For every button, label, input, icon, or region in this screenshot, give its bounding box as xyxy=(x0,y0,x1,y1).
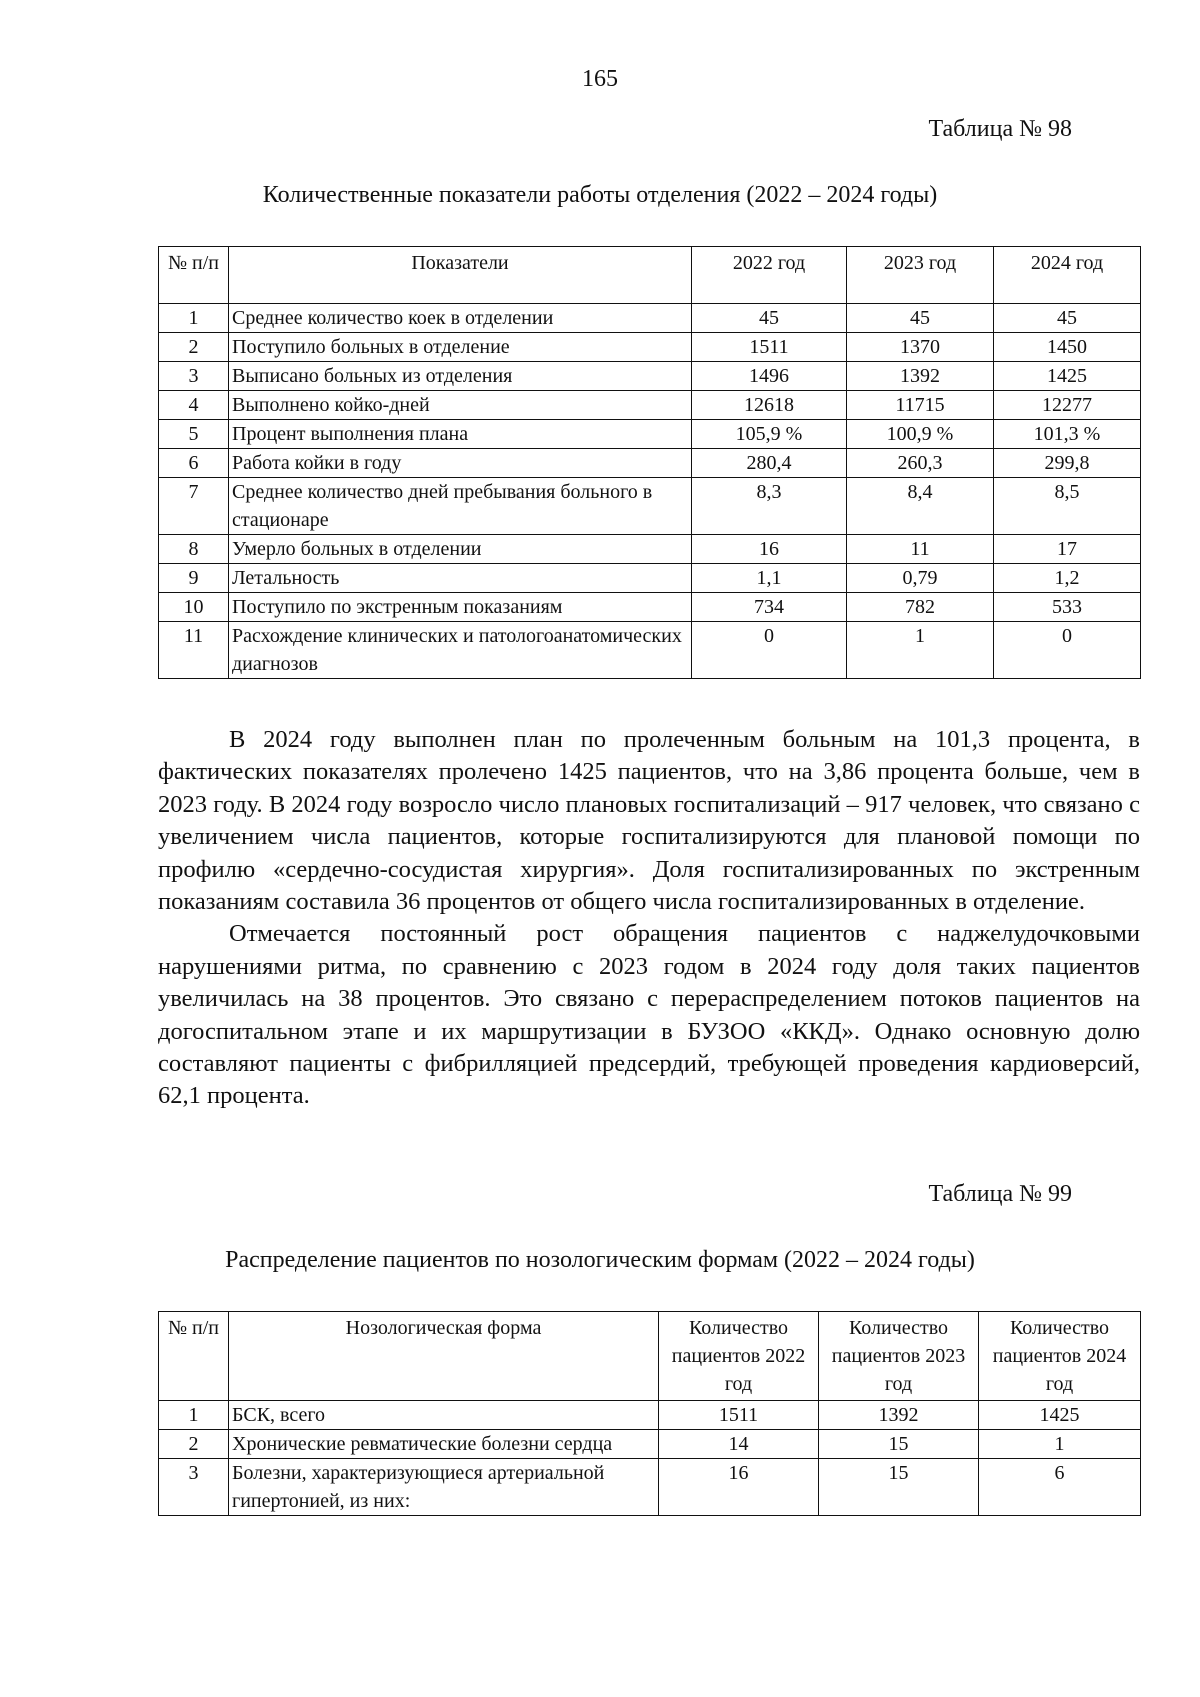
table-98-cell-2024: 17 xyxy=(994,535,1141,564)
table-99-header-row xyxy=(159,1312,1141,1401)
table-98-cell-number: 6 xyxy=(159,449,229,478)
table-98-cell-2024: 45 xyxy=(994,304,1141,333)
table-98 xyxy=(158,246,1141,679)
table-98-cell-2023: 0,79 xyxy=(847,564,994,593)
table-98-header-number: № п/п xyxy=(159,247,229,304)
table-99-cell-2024: 1425 xyxy=(979,1401,1141,1430)
table-98-header-2024: 2024 год xyxy=(994,247,1141,304)
table-98-cell-number: 10 xyxy=(159,593,229,622)
table-98-cell-2024: 1450 xyxy=(994,333,1141,362)
table-98-row xyxy=(159,391,1141,420)
table-99-cell-2022: 16 xyxy=(659,1459,819,1516)
table-98-cell-name: Расхождение клинических и патологоанатомических диагнозов xyxy=(229,622,692,679)
table-99-cell-2022: 14 xyxy=(659,1430,819,1459)
table-99-cell-2024: 1 xyxy=(979,1430,1141,1459)
table-99-cell-name: БСК, всего xyxy=(229,1401,659,1430)
table-99-cell-number: 2 xyxy=(159,1430,229,1459)
table-99-header-2022: Количество пациентов 2022 год xyxy=(659,1312,819,1401)
table-98-cell-2024: 1425 xyxy=(994,362,1141,391)
table-99-cell-number: 1 xyxy=(159,1401,229,1430)
table-98-row xyxy=(159,449,1141,478)
table-98-cell-number: 11 xyxy=(159,622,229,679)
table-98-row xyxy=(159,622,1141,679)
table-98-cell-2023: 1392 xyxy=(847,362,994,391)
table-98-cell-2022: 8,3 xyxy=(692,478,847,535)
table-99-header-form: Нозологическая форма xyxy=(229,1312,659,1401)
table-99-cell-2022: 1511 xyxy=(659,1401,819,1430)
table-99-cell-2024: 6 xyxy=(979,1459,1141,1516)
table-98-header-2023: 2023 год xyxy=(847,247,994,304)
table-98-row xyxy=(159,362,1141,391)
table-99-label: Таблица № 99 xyxy=(928,1181,1072,1207)
table-98-cell-name: Работа койки в году xyxy=(229,449,692,478)
table-98-cell-2023: 1370 xyxy=(847,333,994,362)
table-98-cell-2022: 280,4 xyxy=(692,449,847,478)
table-99-row xyxy=(159,1430,1141,1459)
table-98-cell-2022: 0 xyxy=(692,622,847,679)
table-98-cell-number: 7 xyxy=(159,478,229,535)
table-98-cell-2023: 11715 xyxy=(847,391,994,420)
table-98-header-row xyxy=(159,247,1141,304)
table-98-cell-name: Процент выполнения плана xyxy=(229,420,692,449)
table-98-cell-name: Летальность xyxy=(229,564,692,593)
table-99-cell-number: 3 xyxy=(159,1459,229,1516)
table-99-header-number: № п/п xyxy=(159,1312,229,1401)
paragraph-2: Отмечается постоянный рост обращения пациентов с наджелудочковыми нарушениями ритма, по сравнению с 2023 годом в 2024 году доля таких пациентов увеличилась на 38 процентов. Это связано с перераспределением потоков пациентов на догоспитальном этапе и их маршрутизации в БУЗОО «ККД». Однако основную долю составляют пациенты с фибрилляцией предсердий, требующей проведения кардиоверсий, 62,1 процента. xyxy=(158,920,1140,1110)
table-98-cell-number: 2 xyxy=(159,333,229,362)
page-number: 165 xyxy=(582,66,618,92)
table-98-cell-number: 4 xyxy=(159,391,229,420)
table-98-cell-name: Выписано больных из отделения xyxy=(229,362,692,391)
table-98-cell-name: Поступило по экстренным показаниям xyxy=(229,593,692,622)
table-98-cell-name: Среднее количество коек в отделении xyxy=(229,304,692,333)
table-98-cell-2023: 45 xyxy=(847,304,994,333)
table-99-row xyxy=(159,1459,1141,1516)
table-98-cell-name: Умерло больных в отделении xyxy=(229,535,692,564)
table-98-cell-2024: 1,2 xyxy=(994,564,1141,593)
table-98-row xyxy=(159,535,1141,564)
table-98-cell-2022: 16 xyxy=(692,535,847,564)
table-98-cell-number: 9 xyxy=(159,564,229,593)
table-98-cell-number: 8 xyxy=(159,535,229,564)
table-98-row xyxy=(159,333,1141,362)
table-98-row xyxy=(159,478,1141,535)
paragraph-1: В 2024 году выполнен план по пролеченным больным на 101,3 процента, в фактических показателях пролечено 1425 пациентов, что на 3,86 процента больше, чем в 2023 году. В 2024 году возросло число плановых госпитализаций – 917 человек, что связано с увеличением числа пациентов, которые госпитализируются для плановой помощи по профилю «сердечно-сосудистая хирургия». Доля госпитализированных по экстренным показаниям составила 36 процентов от общего числа госпитализированных в отделение. xyxy=(158,726,1140,916)
table-98-cell-name: Выполнено койко-дней xyxy=(229,391,692,420)
table-99-header-2024: Количество пациентов 2024 год xyxy=(979,1312,1141,1401)
table-98-cell-number: 3 xyxy=(159,362,229,391)
table-98-cell-2023: 100,9 % xyxy=(847,420,994,449)
table-98-cell-number: 1 xyxy=(159,304,229,333)
table-99-cell-name: Болезни, характеризующиеся артериальной гипертонией, из них: xyxy=(229,1459,659,1516)
table-98-cell-2022: 1,1 xyxy=(692,564,847,593)
table-98-header-indicator: Показатели xyxy=(229,247,692,304)
table-98-cell-2022: 12618 xyxy=(692,391,847,420)
table-98-row xyxy=(159,564,1141,593)
table-99-header-2023: Количество пациентов 2023 год xyxy=(819,1312,979,1401)
table-98-cell-2023: 11 xyxy=(847,535,994,564)
table-98-cell-2024: 12277 xyxy=(994,391,1141,420)
table-98-title: Количественные показатели работы отделения (2022 – 2024 годы) xyxy=(262,182,938,208)
table-98-cell-2022: 1511 xyxy=(692,333,847,362)
table-98-label: Таблица № 98 xyxy=(928,116,1072,142)
table-98-cell-2022: 1496 xyxy=(692,362,847,391)
table-99-cell-name: Хронические ревматические болезни сердца xyxy=(229,1430,659,1459)
table-98-cell-number: 5 xyxy=(159,420,229,449)
table-98-cell-2023: 1 xyxy=(847,622,994,679)
table-99 xyxy=(158,1311,1141,1516)
table-98-cell-2022: 734 xyxy=(692,593,847,622)
table-98-cell-2023: 260,3 xyxy=(847,449,994,478)
table-98-row xyxy=(159,593,1141,622)
table-99-cell-2023: 15 xyxy=(819,1459,979,1516)
table-98-cell-2023: 8,4 xyxy=(847,478,994,535)
body-text xyxy=(158,724,1140,1113)
table-99-cell-2023: 1392 xyxy=(819,1401,979,1430)
table-98-cell-2023: 782 xyxy=(847,593,994,622)
table-98-cell-2024: 0 xyxy=(994,622,1141,679)
table-99-row xyxy=(159,1401,1141,1430)
table-98-cell-2022: 45 xyxy=(692,304,847,333)
table-99-cell-2023: 15 xyxy=(819,1430,979,1459)
table-99-title: Распределение пациентов по нозологическим формам (2022 – 2024 годы) xyxy=(225,1247,975,1273)
table-98-header-2022: 2022 год xyxy=(692,247,847,304)
table-98-row xyxy=(159,304,1141,333)
table-98-cell-2024: 533 xyxy=(994,593,1141,622)
table-98-cell-2024: 101,3 % xyxy=(994,420,1141,449)
table-98-cell-2024: 8,5 xyxy=(994,478,1141,535)
table-98-cell-name: Среднее количество дней пребывания больного в стационаре xyxy=(229,478,692,535)
table-98-cell-name: Поступило больных в отделение xyxy=(229,333,692,362)
table-98-cell-2024: 299,8 xyxy=(994,449,1141,478)
table-98-row xyxy=(159,420,1141,449)
table-98-cell-2022: 105,9 % xyxy=(692,420,847,449)
